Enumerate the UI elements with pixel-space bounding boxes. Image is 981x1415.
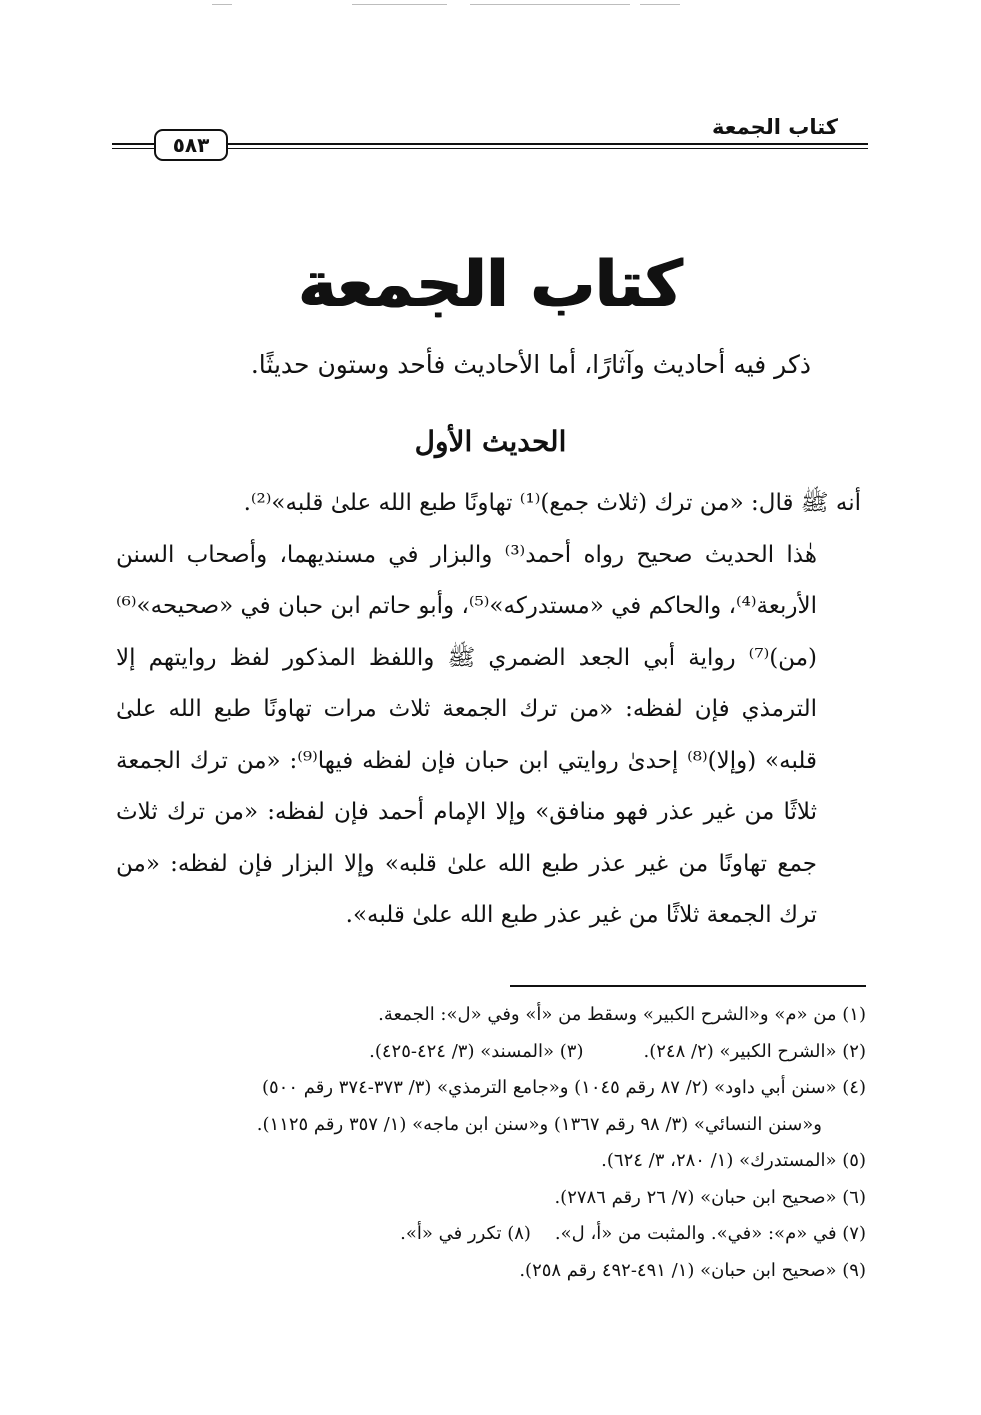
page-number: ٥٨٣ (154, 129, 228, 161)
scan-mark (352, 4, 447, 5)
section-heading: الحديث الأول (414, 425, 567, 458)
footnote: (٥) «المستدرك» (١/ ٢٨٠، ٣/ ٦٢٤). (601, 1150, 866, 1171)
scan-mark (212, 4, 232, 5)
intro-text: ذكر فيه أحاديث وآثارًا، أما الأحاديث فأحد وستون حديثًا. (250, 350, 811, 379)
footnote-continuation: و«سنن النسائي» (٣/ ٩٨ رقم ١٣٦٧) و«سنن ابن ماجه» (١/ ٣٥٧ رقم ١١٢٥). (256, 1113, 822, 1135)
footnote-line (106, 1034, 866, 1071)
paragraph: هٰذا الحديث صحيح رواه أحمد⁽³⁾ والبزار في مسنديهما، وأصحاب السنن الأربعة⁽⁴⁾، والحاكم في «مستدركه»⁽⁵⁾، وأبو حاتم ابن حبان في «صحيحه»⁽⁶⁾ (من)⁽⁷⁾ رواية أبي الجعد الضمري ﷺ واللفظ المذكور لفظ روايتهم إلا الترمذي فإن لفظه: «من ترك الجمعة ثلاث مرات تهاونًا طبع الله علىٰ قلبه» (وإلا)⁽⁸⁾ إحدىٰ روايتي ابن حبان فإن لفظه فيها⁽⁹⁾: «من ترك الجمعة ثلاثًا من غير عذر فهو منافق» وإلا الإمام أحمد فإن لفظه: «من ترك ثلاث جمع تهاونًا من غير عذر طبع الله علىٰ قلبه» وإلا البزار فإن لفظه: «من ترك الجمعة ثلاثًا من غير عذر طبع الله علىٰ قلبه». (116, 541, 817, 928)
footnote: (٨) تكرر في «أ». (400, 1223, 531, 1244)
footnote: (٩) «صحيح ابن حبان» (١/ ٤٩١-٤٩٢ رقم ٢٥٨). (519, 1259, 866, 1281)
footnote: (٧) في «م»: «في». والمثبت من «أ، ل». (554, 1223, 866, 1244)
scan-mark (470, 4, 630, 5)
footnote: (١) من «م» و«الشرح الكبير» وسقط من «أ» وفي «ل»: الجمعة. (378, 1004, 866, 1025)
scan-mark (640, 4, 680, 5)
running-header (112, 112, 868, 162)
footnote: (٢) «الشرح الكبير» (٢/ ٢٤٨). (643, 1040, 866, 1062)
footnote-line (106, 1216, 866, 1253)
main-text (116, 478, 861, 942)
footnote: (٤) «سنن أبي داود» (٢/ ٨٧ رقم ١٠٤٥) و«جامع الترمذي» (٣/ ٣٧٣-٣٧٤ رقم ٥٠٠) (261, 1077, 866, 1098)
running-title: كتاب الجمعة (712, 115, 838, 139)
footnotes (106, 997, 866, 1289)
paragraph: أنه ﷺ قال: «من ترك (ثلاث جمع)⁽¹⁾ تهاونًا طبع الله علىٰ قلبه»⁽²⁾. (243, 490, 861, 516)
footnote: (٣) «المسند» (٣/ ٤٢٤-٤٢٥). (369, 1040, 584, 1062)
footnote: (٦) «صحيح ابن حبان» (٧/ ٢٦ رقم ٢٧٨٦). (554, 1186, 866, 1208)
footnote-separator (510, 985, 866, 987)
book-title: كتاب الجمعة (298, 248, 683, 322)
